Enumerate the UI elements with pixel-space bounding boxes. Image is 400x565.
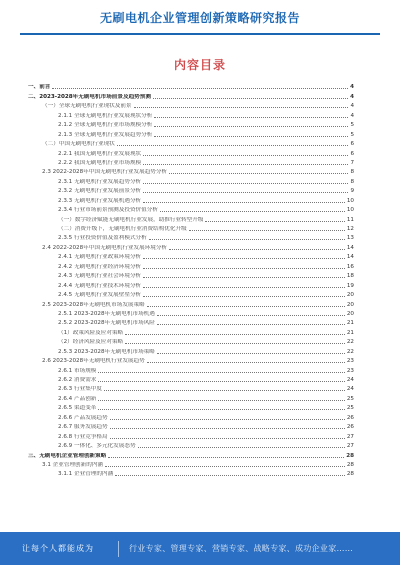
toc-leader-dots	[189, 230, 345, 231]
toc-leader-dots	[160, 211, 345, 212]
toc-leader-dots	[105, 466, 345, 467]
toc-entry-page: 4	[350, 103, 354, 110]
toc-leader-dots	[153, 98, 348, 99]
toc-leader-dots	[143, 202, 345, 203]
toc-entry[interactable]	[28, 384, 354, 393]
toc-title: 内容目录	[173, 58, 226, 72]
toc-entry-page: 4	[350, 84, 354, 91]
toc-leader-dots	[143, 287, 345, 288]
toc-entry-text: 2.4.4 无刷电机行业技术环境分析	[58, 282, 142, 289]
toc-entry-page: 25	[346, 405, 354, 412]
toc-entry-text: （二）消费升级下，无刷电机行业消费结构优化升级	[58, 226, 187, 232]
toc-leader-dots	[154, 117, 348, 118]
toc-entry[interactable]	[28, 110, 354, 119]
toc-entry-text: 2.6.2 消费需求	[58, 377, 97, 383]
toc-entry-text: 一、前言	[28, 84, 51, 91]
toc-entry-page: 22	[346, 348, 354, 355]
toc-leader-dots	[169, 249, 345, 250]
toc-leader-dots	[143, 155, 348, 156]
toc-entry[interactable]	[28, 129, 354, 138]
toc-entry-page: 11	[346, 216, 354, 223]
toc-entry[interactable]	[28, 365, 354, 374]
toc-leader-dots	[143, 183, 348, 184]
toc-leader-dots	[98, 409, 344, 410]
toc-entry-page: 23	[346, 358, 354, 365]
toc-entry[interactable]	[28, 261, 354, 270]
toc-entry[interactable]	[28, 214, 354, 223]
toc-entry[interactable]	[28, 242, 354, 251]
toc-entry-page: 5	[350, 122, 354, 129]
toc-leader-dots	[125, 334, 345, 335]
toc-entry-text: 2.6.7 服务发展趋势	[58, 424, 108, 431]
toc-entry-page: 22	[346, 339, 354, 346]
toc-entry-page: 16	[346, 263, 354, 270]
toc-leader-dots	[98, 381, 344, 382]
toc-entry-text: 2.5.3 2023-2028年无刷电机市场策略	[58, 348, 155, 355]
toc-entry-text: 2.3.4 行业市场前景预测及投资价值分析	[58, 207, 158, 214]
footer-slogan: 让每个人都能成为	[22, 544, 94, 553]
toc-leader-dots	[147, 306, 345, 307]
toc-entry[interactable]	[28, 167, 354, 176]
toc-entry-text: 2.1.2 全球无刷电机行业市场规模分析	[58, 122, 153, 129]
toc-entry-text: 2.6.8 行业竞争格局	[58, 433, 108, 440]
toc-entry-page: 9	[350, 188, 354, 195]
toc-entry-text: 2.3.3 无刷电机行业发展机遇分析	[58, 197, 142, 204]
toc-entry[interactable]	[28, 309, 354, 318]
toc-entry-page: 27	[346, 443, 354, 450]
toc-entry[interactable]	[28, 422, 354, 431]
toc-entry[interactable]	[28, 393, 354, 402]
toc-entry-page: 5	[350, 131, 354, 138]
toc-entry-page: 20	[346, 301, 354, 308]
toc-entry-page: 7	[350, 159, 354, 166]
toc-entry-text: 3.1 企业管理创新的内涵	[42, 461, 104, 468]
toc-entry[interactable]	[28, 327, 354, 336]
toc-entry-page: 23	[346, 367, 354, 374]
toc-entry-text: 3.1.1 企业管理的内涵	[58, 471, 114, 478]
toc-entry-page: 27	[346, 433, 354, 440]
toc-leader-dots	[138, 447, 345, 448]
toc-entry-page: 19	[346, 282, 354, 289]
toc-leader-dots	[149, 239, 345, 240]
toc-entry[interactable]	[28, 252, 354, 261]
toc-entry-page: 26	[346, 424, 354, 431]
toc-entry-page: 14	[346, 254, 354, 261]
toc-leader-dots	[157, 353, 345, 354]
toc-leader-dots	[98, 372, 344, 373]
toc-leader-dots	[205, 221, 344, 222]
toc-entry[interactable]	[28, 271, 354, 280]
toc-entry-page: 4	[350, 112, 354, 119]
toc-entry[interactable]	[28, 337, 354, 346]
toc-entry[interactable]	[28, 403, 354, 412]
toc-entry-text: （一）全球无刷电机行业现状及前景	[42, 103, 132, 110]
toc-entry-text: （二）中国无刷电机行业现状	[42, 141, 115, 148]
toc-leader-dots	[154, 126, 348, 127]
toc-entry[interactable]	[28, 318, 354, 327]
toc-entry-text: 2.6.5 渠道变革	[58, 405, 97, 412]
toc-leader-dots	[154, 136, 348, 137]
toc-leader-dots	[143, 192, 348, 193]
toc-entry-text: 2.2.1 我国无刷电机行业发展现状	[58, 150, 142, 157]
toc-entry-page: 26	[346, 414, 354, 421]
toc-entry-page: 8	[350, 178, 354, 185]
toc-entry-text: 2.6 2023-2028年无刷电机行业发展趋势	[42, 358, 145, 365]
toc-entry-text: 2.6.9 一体化、多元化发展态势	[58, 443, 136, 450]
toc-entry-text: 2.1.1 全球无刷电机行业发展现状分析	[58, 112, 153, 119]
toc-leader-dots	[157, 324, 345, 325]
toc-leader-dots	[134, 107, 349, 108]
toc-leader-dots	[143, 258, 345, 259]
toc-leader-dots	[115, 475, 345, 476]
page-footer	[0, 532, 400, 565]
toc-entry-text: 2.1.3 全球无刷电机行业发展趋势分析	[58, 131, 153, 138]
toc-entry-page: 28	[346, 461, 354, 468]
toc-entry-text: 2.6.6 产品发展趋势	[58, 414, 108, 421]
toc-leader-dots	[98, 400, 344, 401]
toc-leader-dots	[143, 296, 345, 297]
toc-leader-dots	[143, 164, 348, 165]
toc-entry-page: 18	[346, 273, 354, 280]
toc-entry-page: 12	[346, 226, 354, 232]
page-header	[0, 0, 400, 34]
toc-leader-dots	[110, 438, 345, 439]
toc-entry[interactable]	[28, 101, 354, 110]
toc-entry-text: （1）政策风险及应对策略	[58, 329, 124, 336]
toc-leader-dots	[143, 277, 345, 278]
toc-entry[interactable]	[28, 158, 354, 167]
toc-leader-dots	[157, 315, 345, 316]
toc-entry-text: 2.3 2022-2028年中国无刷电机行业发展趋势分析	[42, 169, 168, 176]
toc-leader-dots	[52, 88, 348, 89]
toc-entry[interactable]	[28, 280, 354, 289]
toc-entry-text: 2.3.2 无刷电机行业发展前景分析	[58, 188, 142, 195]
toc-entry-text: 2.4.3 无刷电机行业社会环境分析	[58, 273, 142, 280]
toc-entry-text: 2.6.4 产品创新	[58, 395, 97, 402]
toc-entry-text: （2）经济风险及应对策略	[58, 339, 124, 346]
footer-tagline: 行业专家、管理专家、营销专家、战略专家、成功企业家……	[129, 544, 354, 553]
toc-entry-page: 28	[346, 452, 354, 459]
toc-entry[interactable]	[28, 139, 354, 148]
toc-entry-text: 2.6.1 市场规模	[58, 367, 97, 374]
toc-entry-text: 2.6.3 行业集中度	[58, 386, 102, 393]
toc-entry[interactable]	[28, 224, 354, 233]
toc-entry-page: 10	[346, 207, 354, 214]
toc-leader-dots	[125, 343, 345, 344]
toc-entry-page: 20	[346, 310, 354, 317]
footer-divider	[118, 541, 119, 557]
toc-entry-page: 24	[346, 386, 354, 393]
toc-entry-page: 6	[350, 141, 354, 148]
toc-entry-page: 6	[350, 150, 354, 157]
toc-entry[interactable]	[28, 205, 354, 214]
toc-entry-text: 2.2.2 我国无刷电机行业市场规模	[58, 159, 142, 166]
toc-entry[interactable]	[28, 120, 354, 129]
report-title: 无刷电机企业管理创新策略研究报告	[99, 10, 300, 25]
toc-leader-dots	[108, 457, 344, 458]
toc-entry[interactable]	[28, 346, 354, 355]
toc-entry[interactable]	[28, 91, 354, 100]
toc-leader-dots	[104, 390, 345, 391]
toc-entry-text: 2.4.5 无刷电机行业发展壁垒分析	[58, 292, 142, 299]
toc-entry-page: 14	[346, 244, 354, 251]
toc-entry-page: 21	[346, 329, 354, 336]
toc-entry-text: （一）数字经济赋能无刷电机行业发展，助推行业转型升级	[58, 216, 204, 223]
toc-entry[interactable]	[28, 356, 354, 365]
toc-entry-page: 25	[346, 395, 354, 402]
toc-entry-page: 4	[350, 93, 354, 100]
toc-entry-text: 三、无刷电机企业管理创新策略	[28, 452, 107, 459]
toc-entry[interactable]	[28, 441, 354, 450]
toc-leader-dots	[110, 419, 345, 420]
toc-entry-page: 28	[346, 471, 354, 478]
toc-entry-text: 2.4 2022-2028年中国无刷电机行业发展环境分析	[42, 244, 168, 251]
toc-entry[interactable]	[28, 290, 354, 299]
toc-entry[interactable]	[28, 176, 354, 185]
toc-entry-page: 24	[346, 377, 354, 383]
toc-entry-page: 8	[350, 169, 354, 176]
table-of-contents	[28, 82, 354, 478]
toc-leader-dots	[147, 362, 345, 363]
toc-entry-page: 13	[346, 235, 354, 242]
toc-entry-text: 二、2023-2028年无刷电机市场前景及趋势预测	[28, 93, 151, 100]
toc-entry-text: 2.4.1 无刷电机行业政策环境分析	[58, 254, 142, 261]
toc-leader-dots	[110, 428, 345, 429]
toc-entry-text: 2.3.1 无刷电机行业发展趋势分析	[58, 178, 142, 185]
toc-entry-text: 2.5.1 2023-2028年无刷电机市场机遇	[58, 310, 155, 317]
toc-entry[interactable]	[28, 431, 354, 440]
toc-entry[interactable]	[28, 412, 354, 421]
toc-entry[interactable]	[28, 186, 354, 195]
toc-entry[interactable]	[28, 233, 354, 242]
toc-leader-dots	[169, 173, 348, 174]
toc-leader-dots	[117, 145, 349, 146]
toc-entry[interactable]	[28, 195, 354, 204]
toc-entry[interactable]	[28, 148, 354, 157]
toc-entry[interactable]	[28, 460, 354, 469]
toc-entry-page: 21	[346, 320, 354, 327]
toc-entry-page: 10	[346, 197, 354, 204]
toc-entry[interactable]	[28, 450, 354, 459]
toc-entry-text: 2.3.5 行业投资价值及盈利模式分析	[58, 235, 147, 242]
toc-entry-text: 2.4.2 无刷电机行业经济环境分析	[58, 263, 142, 270]
header-divider	[20, 33, 380, 35]
toc-entry[interactable]	[28, 469, 354, 478]
toc-entry-page: 20	[346, 292, 354, 299]
toc-leader-dots	[143, 268, 345, 269]
toc-entry[interactable]	[28, 375, 354, 384]
toc-entry[interactable]	[28, 299, 354, 308]
toc-entry[interactable]	[28, 82, 354, 91]
toc-entry-text: 2.5 2023-2028年无刷电机市场发展策略	[42, 301, 145, 308]
toc-entry-text: 2.5.2 2023-2028年无刷电机市场风险	[58, 320, 155, 327]
